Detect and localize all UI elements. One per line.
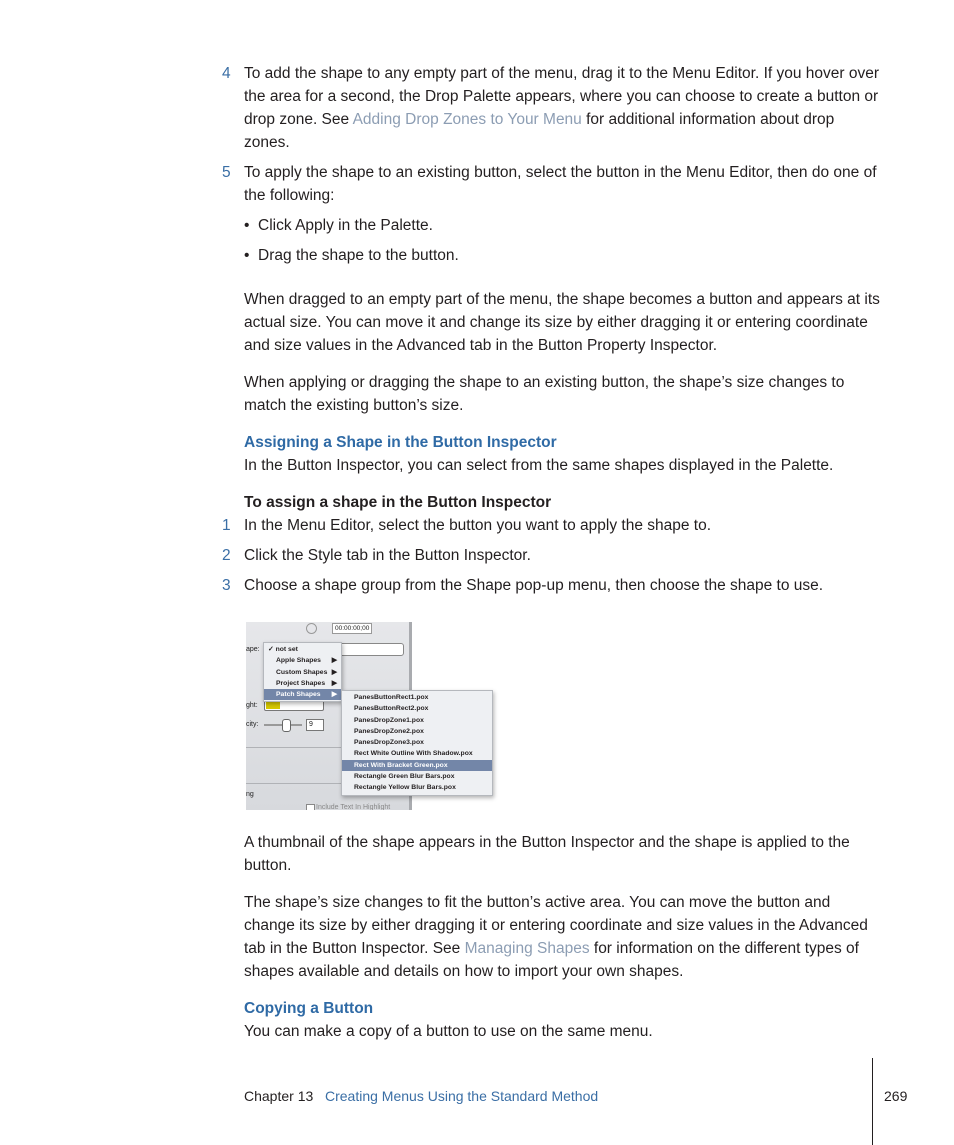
submenu-item[interactable]: PanesButtonRect1.pox [354,694,429,701]
footer-chapter-title[interactable]: Creating Menus Using the Standard Method [325,1088,599,1104]
step-text: Choose a shape group from the Shape pop-up menu, then choose the shape to use. [244,577,824,594]
include-checkbox[interactable] [306,804,315,810]
submenu-arrow-icon: ▶ [331,679,337,687]
submenu-arrow-icon: ▶ [331,691,337,699]
menu-item-label: Project Shapes [276,679,326,687]
menu-item-apple-shapes[interactable] [264,655,341,666]
submenu-item[interactable]: Rectangle Yellow Blur Bars.pox [354,784,456,792]
submenu-item[interactable]: PanesDropZone3.pox [354,739,424,747]
menu-item-label: Custom Shapes [276,668,328,676]
step-text-b: for additional information about drop zones. [244,111,835,151]
paragraph: When applying or dragging the shape to an existing button, the shape’s size changes to match the existing button’s size. [244,374,845,414]
submenu-item-selected[interactable]: Rect With Bracket Green.pox [342,760,492,771]
menu-item-patch-shapes[interactable] [264,689,341,700]
footer-divider [872,1058,873,1145]
paragraph: You can make a copy of a button to use on the same menu. [244,1023,653,1040]
shape-popup[interactable] [338,643,404,656]
menu-item-custom-shapes[interactable] [264,667,341,678]
step-number: 4 [222,65,231,82]
menu-item-label: Patch Shapes [276,691,321,699]
step-number: 1 [222,517,231,534]
step-text: To apply the shape to an existing button, select the button in the Menu Editor, then do one of the following: [244,164,877,204]
highlight-label: ght: [246,702,258,709]
section-heading: Copying a Button [244,1000,374,1017]
slider-thumb[interactable] [282,719,291,732]
step-text: Click the Style tab in the Button Inspector. [244,547,531,564]
include-label: Include Text In Highlight [316,804,391,810]
task-title: To assign a shape in the Button Inspector [244,494,552,511]
shape-label: ape: [246,646,260,653]
submenu-item[interactable]: Rectangle Green Blur Bars.pox [354,773,455,781]
step-number: 2 [222,547,231,564]
submenu-arrow-icon: ▶ [331,668,337,676]
section-label: ng [246,791,254,798]
link-adding-drop-zones[interactable]: Adding Drop Zones to Your Menu [352,111,582,128]
menu-item-label: Apple Shapes [276,657,321,665]
step-number: 5 [222,164,231,181]
opacity-label: city: [246,721,259,728]
step-text [244,62,884,154]
timecode-field[interactable]: 00:00:00;00 [332,623,372,634]
step-text: In the Menu Editor, select the button you want to apply the shape to. [244,517,712,534]
submenu-item[interactable]: Rect White Outline With Shadow.pox [354,750,473,758]
paragraph: When dragged to an empty part of the menu, the shape becomes a button and appears at its actual size. You can move it and change its size by either dragging it or entering coordinate and size values in the Advanced tab in the Button Property Inspector. [244,291,880,354]
shape-popup-menu [263,642,342,702]
menu-item-project-shapes[interactable] [264,678,341,689]
submenu-item[interactable]: PanesDropZone2.pox [354,727,424,735]
paragraph: A thumbnail of the shape appears in the Button Inspector and the shape is applied to the button. [244,834,850,874]
submenu-arrow-icon: ▶ [331,657,337,665]
bullet-item: • Drag the shape to the button. [244,247,459,264]
step-number: 3 [222,577,231,594]
link-managing-shapes[interactable]: Managing Shapes [464,940,590,957]
paragraph: In the Button Inspector, you can select from the same shapes displayed in the Palette. [244,457,834,474]
footer-chapter: Chapter 13 [244,1088,314,1104]
bullet-text: Click Apply in the Palette. [258,217,433,234]
page-number: 269 [884,1088,908,1104]
paragraph-text: The shape’s size changes to fit the button’s active area. You can move the button and change its size by either dragging it or entering coordinate and size values in the Advanced tab in the Button Inspector. See [244,894,868,957]
bullet-item: • Click Apply in the Palette. [244,217,433,234]
bullet-text: Drag the shape to the button. [258,247,459,264]
step-text-a: To add the shape to any empty part of the menu, drag it to the Menu Editor. If you hover over the area for a second, the Drop Palette appears, where you can choose to create a button or drop zone. See [244,65,880,128]
opacity-field[interactable]: 9 [306,719,324,731]
menu-item-not-set[interactable]: ✓ not set [268,646,298,653]
patch-shapes-submenu [341,690,493,796]
paragraph [244,891,884,983]
paragraph-text: for information on the different types of shapes available and details on how to import your own shapes. [244,940,859,980]
slider-knob-icon [306,623,317,634]
submenu-item[interactable]: PanesDropZone1.pox [354,716,424,724]
submenu-item[interactable]: PanesButtonRect2.pox [354,705,429,713]
section-heading: Assigning a Shape in the Button Inspector [244,434,557,451]
